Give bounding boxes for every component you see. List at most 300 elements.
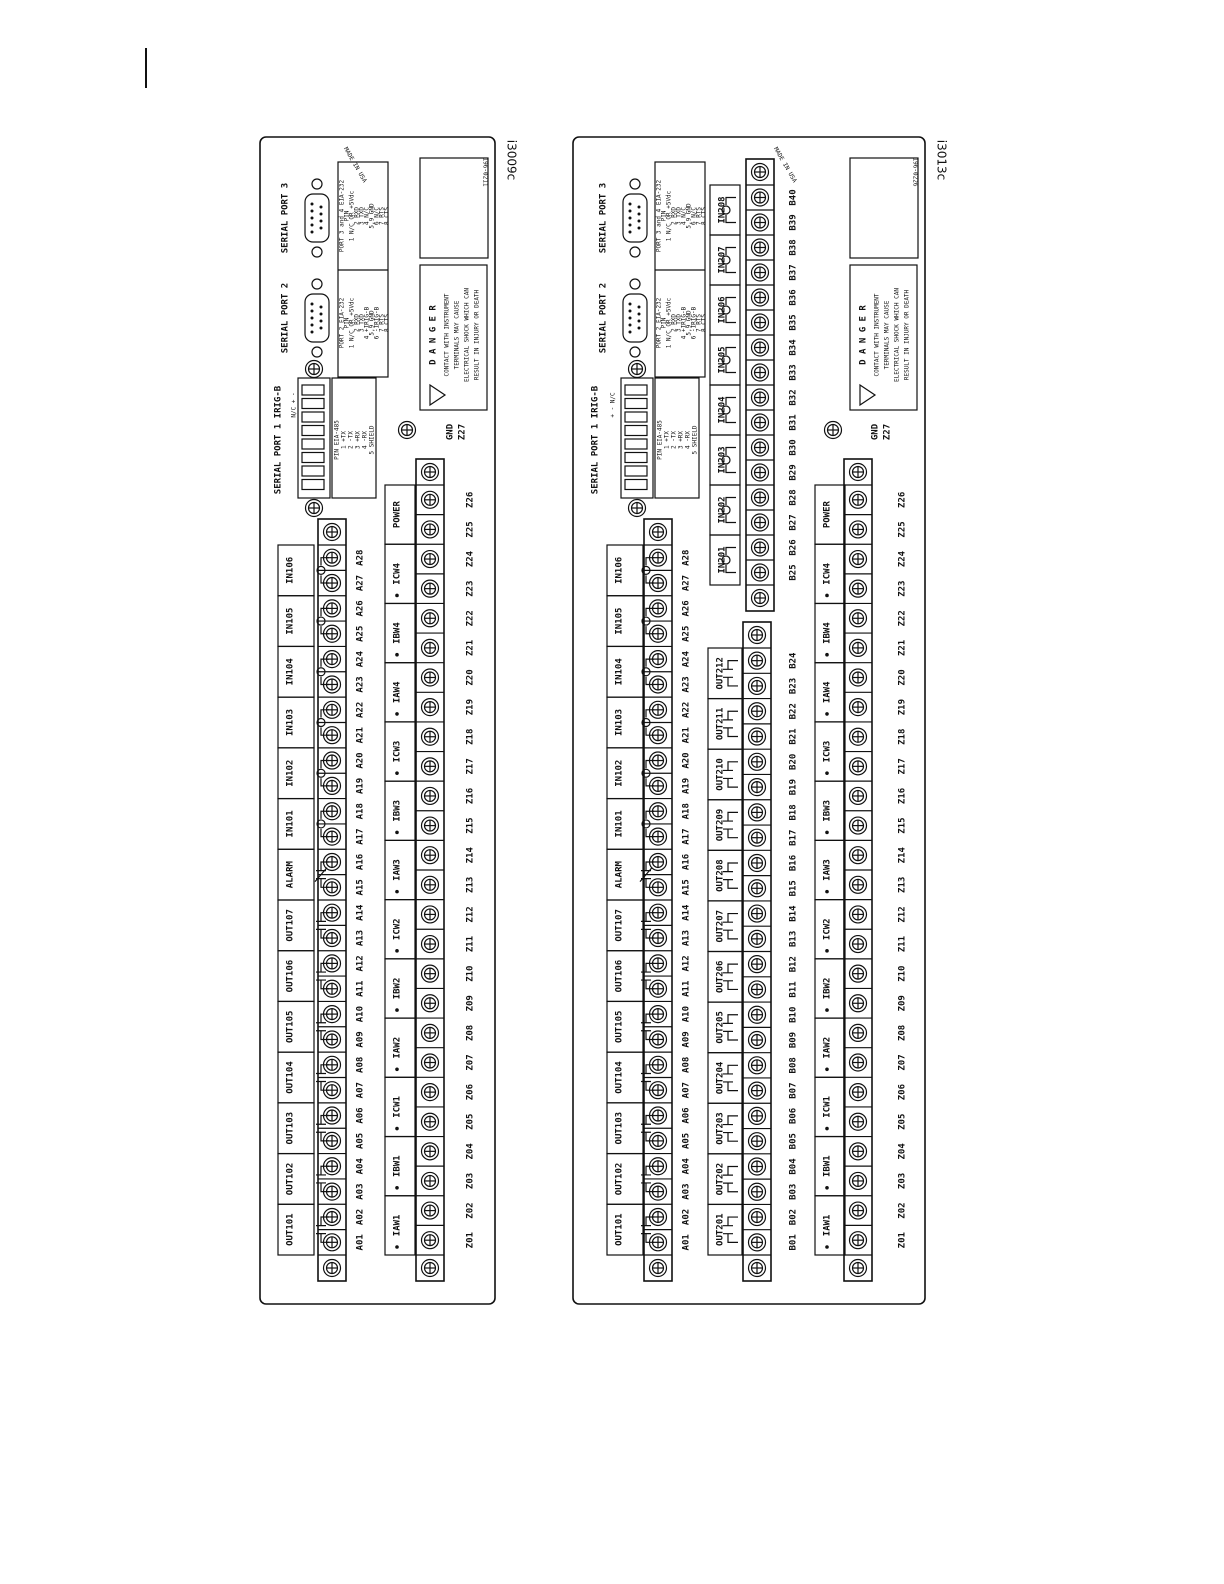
terminal-group-label: OUT212 <box>715 657 726 690</box>
pinout-text: 1 N/C OR +5Vdc <box>665 297 673 349</box>
terminal-group-label: IN206 <box>717 296 728 324</box>
polarity-dot <box>395 1245 399 1249</box>
pinout-text: 4 +IRIG-B <box>363 306 371 340</box>
rs485-text: 4 -RX <box>361 430 369 450</box>
terminal-group-label: OUT205 <box>715 1011 726 1044</box>
mounting-screw <box>749 1260 766 1277</box>
terminal-screw <box>850 580 867 597</box>
polarity-dot <box>395 1127 399 1131</box>
serial-port-2-connector <box>599 279 648 357</box>
terminal-label: A25 <box>355 625 366 642</box>
terminal-group <box>278 951 314 1002</box>
terminal-label: Z06 <box>897 1083 908 1101</box>
terminal-group <box>607 748 643 799</box>
terminal-group-label: ICW4 <box>822 563 833 585</box>
terminal-label: Z20 <box>897 669 908 686</box>
serial-port-1-label: SERIAL PORT 1 IRIG-B <box>273 385 284 495</box>
terminal-group-label: OUT207 <box>715 909 726 943</box>
serial-port-label: SERIAL PORT 2 <box>280 282 291 354</box>
terminal-label: Z02 <box>465 1202 476 1219</box>
terminal-screw <box>850 876 867 893</box>
mounting-screw <box>324 1260 341 1277</box>
terminal-label: Z15 <box>465 817 476 834</box>
terminal-screw <box>752 414 769 431</box>
terminal-group-label: IN103 <box>614 708 625 737</box>
terminal-label: Z09 <box>897 995 908 1012</box>
terminal-label: Z05 <box>465 1113 476 1130</box>
terminal-screw <box>850 936 867 953</box>
terminal-screw <box>749 1006 766 1023</box>
terminal-label: B32 <box>788 389 799 406</box>
terminal-group <box>278 1103 314 1154</box>
terminal-screw <box>422 906 439 923</box>
pinout-text: PORT 2 EIA-232 <box>338 297 346 349</box>
terminal-group-label: OUT106 <box>614 959 625 993</box>
terminal-label: A27 <box>681 574 692 592</box>
danger-text: RESULT IN INJURY OR DEATH <box>473 289 481 381</box>
input-symbol <box>726 498 736 523</box>
pinout-text: 4 +IRIG-B <box>680 306 688 340</box>
terminal-group-label: POWER <box>392 501 403 529</box>
terminal-screw <box>749 804 766 821</box>
terminal-label: Z04 <box>465 1143 476 1160</box>
terminal-label: A04 <box>681 1158 692 1175</box>
rs485-text: 1 +TX <box>340 430 348 450</box>
terminal-screw <box>422 936 439 953</box>
terminal-group-label: ALARM <box>285 861 296 889</box>
terminal-label: A09 <box>355 1031 366 1048</box>
terminal-label: Z18 <box>897 728 908 745</box>
pinout-text: 3 TXD <box>675 313 683 333</box>
terminal-label: B11 <box>788 981 799 998</box>
terminal-screw <box>752 439 769 456</box>
terminal-label: B05 <box>788 1133 799 1150</box>
terminal-screw <box>850 1054 867 1071</box>
terminal-screw <box>422 1054 439 1071</box>
terminal-group <box>607 1154 643 1205</box>
terminal-label: Z14 <box>465 847 476 864</box>
terminal-screw <box>749 930 766 947</box>
terminal-label: A17 <box>355 828 366 845</box>
terminal-group-label: OUT102 <box>614 1162 625 1196</box>
terminal-screw <box>749 1133 766 1150</box>
terminal-group-label: ICW3 <box>392 740 403 763</box>
terminal-label: B21 <box>788 728 799 745</box>
terminal-label: A10 <box>681 1005 692 1023</box>
terminal-screw <box>422 1202 439 1219</box>
terminal-label: A23 <box>355 676 366 693</box>
pinout-text: 2 RXD <box>353 206 361 226</box>
polarity-dot <box>395 1068 399 1072</box>
terminal-label: A19 <box>355 777 366 795</box>
pinout-text: 6 -IRIG-B <box>373 306 381 340</box>
terminal-label: A16 <box>355 853 366 871</box>
terminal-label: B07 <box>788 1082 799 1099</box>
pinout-text: 2 RXD <box>353 313 361 333</box>
mount-hole-icon <box>630 179 640 189</box>
warning-triangle-icon <box>860 385 875 405</box>
terminal-label: A24 <box>681 650 692 668</box>
terminal-group-label: IAW3 <box>392 859 403 881</box>
terminal-screw <box>749 1234 766 1251</box>
terminal-group <box>607 1001 643 1052</box>
terminal-label: Z07 <box>897 1054 908 1071</box>
terminal-label: B36 <box>788 289 799 306</box>
terminal-group-label: IN207 <box>717 246 728 274</box>
terminal-label: Z19 <box>465 698 476 716</box>
terminal-label: Z25 <box>465 521 476 538</box>
terminal-label: Z08 <box>897 1024 908 1042</box>
b_row_lower-terminal-strip <box>708 622 799 1281</box>
terminal-screw <box>850 639 867 656</box>
terminal-screw <box>422 728 439 745</box>
z_row-terminal-strip <box>385 459 476 1281</box>
mounting-screw <box>650 524 667 541</box>
irig-pin-label: + - N/C <box>609 392 617 418</box>
pinout-text: 3 TXD <box>675 206 683 226</box>
terminal-label: A03 <box>681 1183 692 1200</box>
terminal-label: Z12 <box>465 906 476 923</box>
terminal-label: A22 <box>681 701 692 718</box>
pinout-text: 4 N/C <box>363 206 371 226</box>
terminal-screw <box>422 1084 439 1101</box>
polarity-dot <box>825 1127 829 1131</box>
ground-screw <box>825 422 842 439</box>
terminal-screw <box>752 389 769 406</box>
pinout-text: 1 N/C OR +5Vdc <box>348 297 356 349</box>
terminal-label: Z24 <box>897 550 908 568</box>
terminal-label: Z09 <box>465 995 476 1012</box>
terminal-screw <box>752 314 769 331</box>
terminal-label: A08 <box>355 1056 366 1073</box>
terminal-label: Z23 <box>897 580 908 597</box>
gnd-terminal-label: Z27 <box>882 423 893 441</box>
polarity-dot <box>825 890 829 894</box>
terminal-group-label: IAW4 <box>392 681 403 704</box>
gnd-terminal-label: Z27 <box>457 423 468 441</box>
danger-title: D A N G E R <box>428 305 439 365</box>
db9-connector-icon <box>623 294 647 342</box>
pinout-text: 5,9 GND <box>368 310 376 336</box>
panel-i3009c <box>260 137 519 1304</box>
terminal-label: B30 <box>788 439 799 456</box>
terminal-label: Z17 <box>897 758 908 775</box>
polarity-dot <box>395 771 399 775</box>
terminal-label: Z16 <box>465 787 476 805</box>
polarity-dot <box>395 594 399 598</box>
terminal-label: A15 <box>681 879 692 896</box>
figure-label: i3013c <box>934 139 949 181</box>
polarity-dot <box>395 831 399 835</box>
terminal-label: A01 <box>681 1234 692 1251</box>
mounting-screw <box>422 464 439 481</box>
terminal-label: B40 <box>788 189 799 206</box>
part-number: 196-0226 <box>911 157 919 187</box>
terminal-label: A11 <box>355 980 366 997</box>
terminal-screw <box>850 1172 867 1189</box>
terminal-group-label: OUT104 <box>614 1061 625 1094</box>
terminal-label: A15 <box>355 879 366 896</box>
terminal-group-label: OUT208 <box>715 859 726 892</box>
terminal-label: A21 <box>681 727 692 744</box>
input-symbol <box>726 398 736 423</box>
pinout-text: 7 RTS <box>378 206 386 226</box>
terminal-label: Z01 <box>897 1232 908 1249</box>
db9-connector-icon <box>305 294 329 342</box>
pinout-text: 5,9 GND <box>685 310 693 336</box>
terminal-label: B13 <box>788 930 799 947</box>
terminal-label: A03 <box>355 1183 366 1200</box>
rs485-text: 3 +RX <box>354 430 362 450</box>
terminal-screw <box>422 965 439 982</box>
terminal-group-label: OUT105 <box>614 1010 625 1044</box>
terminal-label: B25 <box>788 564 799 581</box>
terminal-label: A24 <box>355 650 366 668</box>
gnd-label: GND <box>870 423 881 441</box>
terminal-label: B17 <box>788 829 799 846</box>
terminal-label: Z24 <box>465 550 476 568</box>
db9-connector-icon <box>305 194 329 242</box>
terminal-label: Z17 <box>465 758 476 775</box>
polarity-dot <box>395 1008 399 1012</box>
terminal-label: A11 <box>681 980 692 997</box>
terminal-label: A21 <box>355 727 366 744</box>
terminal-label: A27 <box>355 574 366 592</box>
terminal-label: B16 <box>788 854 799 872</box>
terminal-label: A10 <box>355 1005 366 1023</box>
terminal-group-label: ALARM <box>614 861 625 889</box>
terminal-label: Z05 <box>897 1113 908 1130</box>
mounting-screw <box>752 164 769 181</box>
terminal-label: A16 <box>681 853 692 871</box>
terminal-label: A20 <box>681 752 692 769</box>
terminal-screw <box>422 1232 439 1249</box>
serial-port-1-connector <box>274 361 377 517</box>
terminal-label: Z15 <box>897 817 908 834</box>
terminal-screw <box>422 580 439 597</box>
terminal-screw <box>850 1084 867 1101</box>
terminal-label: Z03 <box>897 1172 908 1190</box>
polarity-dot <box>395 653 399 657</box>
terminal-screw <box>850 491 867 508</box>
polarity-dot <box>825 712 829 716</box>
terminal-screw <box>422 1024 439 1041</box>
warning-triangle-icon <box>430 385 445 405</box>
terminal-label: Z25 <box>897 521 908 538</box>
mounting-screw <box>324 524 341 541</box>
terminal-label: B27 <box>788 514 799 531</box>
terminal-label: B14 <box>788 905 799 922</box>
terminal-label: A25 <box>681 625 692 642</box>
blank-label-box <box>850 158 918 258</box>
connector-screw <box>629 361 646 378</box>
terminal-group-label: OUT211 <box>715 707 726 741</box>
pinout-text: 1 N/C OR +5Vdc <box>348 190 356 242</box>
polarity-dot <box>825 771 829 775</box>
terminal-screw <box>749 880 766 897</box>
pinout-text: 7 RTS <box>695 313 703 333</box>
terminal-label: Z11 <box>897 935 908 953</box>
terminal-group-label: IN103 <box>285 708 296 737</box>
terminal-group-label: OUT103 <box>614 1111 625 1145</box>
polarity-dot <box>825 653 829 657</box>
terminal-label: A26 <box>355 600 366 617</box>
serial-port-3-connector <box>599 179 648 257</box>
terminal-label: Z19 <box>897 698 908 716</box>
terminal-screw <box>850 1232 867 1249</box>
mounting-screw <box>850 1260 867 1277</box>
terminal-screw <box>749 1107 766 1124</box>
terminal-label: A08 <box>681 1056 692 1073</box>
pinout-text: 4 N/C <box>680 206 688 226</box>
z_row-terminal-strip <box>815 459 908 1281</box>
polarity-dot <box>825 1068 829 1072</box>
terminal-group <box>607 1204 643 1255</box>
mount-hole-icon <box>630 279 640 289</box>
terminal-screw <box>422 1172 439 1189</box>
rs485-text: 5 SHIELD <box>691 425 699 455</box>
terminal-label: A20 <box>355 752 366 769</box>
mount-hole-icon <box>312 179 322 189</box>
pinout-text: 7 RTS <box>695 206 703 226</box>
terminal-group-label: IBW1 <box>392 1155 403 1177</box>
terminal-label: A14 <box>355 904 366 921</box>
terminal-screw <box>422 995 439 1012</box>
terminal-group <box>278 900 314 951</box>
terminal-screw <box>422 491 439 508</box>
pinout-text: 2 RXD <box>670 206 678 226</box>
terminal-label: Z16 <box>897 787 908 805</box>
terminal-screw <box>850 610 867 627</box>
terminal-label: B02 <box>788 1208 799 1226</box>
terminal-screw <box>752 214 769 231</box>
terminal-screw <box>752 489 769 506</box>
terminal-label: B28 <box>788 489 799 506</box>
terminal-label: Z13 <box>465 876 476 893</box>
terminal-label: B20 <box>788 753 799 770</box>
input-symbol <box>726 448 736 473</box>
terminal-group <box>278 1052 314 1103</box>
terminal-screw <box>850 758 867 775</box>
terminal-label: A18 <box>355 803 366 820</box>
db9-connector-icon <box>623 194 647 242</box>
terminal-group <box>278 748 314 799</box>
mount-hole-icon <box>630 347 640 357</box>
terminal-label: Z18 <box>465 728 476 745</box>
terminal-screw <box>850 1113 867 1130</box>
terminal-screw <box>422 669 439 686</box>
terminal-group-label: OUT101 <box>614 1213 625 1246</box>
serial-port-3-connector <box>281 179 330 257</box>
terminal-screw <box>422 521 439 538</box>
terminal-group-label: IN202 <box>717 496 728 524</box>
terminal-group-label: IAW4 <box>822 681 833 704</box>
pinout-text: PORT 2 EIA-232 <box>655 297 663 349</box>
terminal-group <box>278 1154 314 1205</box>
rs485-text: 3 +RX <box>677 430 685 450</box>
terminal-screw <box>850 965 867 982</box>
pinout-text: PIN <box>660 210 668 222</box>
terminal-label: Z01 <box>465 1232 476 1249</box>
terminal-screw <box>749 1183 766 1200</box>
terminal-label: B09 <box>788 1031 799 1049</box>
polarity-dot <box>825 949 829 953</box>
terminal-group-label: OUT201 <box>715 1213 726 1246</box>
terminal-label: Z11 <box>465 935 476 953</box>
danger-text: TERMINALS MAY CAUSE <box>883 300 891 370</box>
pinout-tables <box>655 162 708 377</box>
terminal-group <box>607 799 643 850</box>
terminal-screw <box>749 703 766 720</box>
terminal-label: B08 <box>788 1057 799 1074</box>
mount-hole-icon <box>312 247 322 257</box>
terminal-label: Z08 <box>465 1024 476 1042</box>
terminal-group-label: IBW1 <box>822 1155 833 1177</box>
terminal-label: B34 <box>788 339 799 356</box>
terminal-screw <box>749 1032 766 1049</box>
irig-pin-label: N/C + - <box>290 392 298 418</box>
terminal-group-label: IN106 <box>285 556 296 584</box>
terminal-group-label: IN104 <box>614 658 625 686</box>
made-in-usa-mark: MADE IN USA <box>342 146 368 184</box>
pinout-text: 6 -IRIG-B <box>690 306 698 340</box>
terminal-group-label: OUT104 <box>285 1061 296 1094</box>
terminal-label: Z26 <box>897 491 908 508</box>
terminal-group <box>607 849 643 900</box>
terminal-group-label: IBW3 <box>392 799 403 822</box>
polarity-dot <box>395 712 399 716</box>
pinout-text: 5,9 GND <box>685 203 693 229</box>
terminal-label: A07 <box>681 1082 692 1099</box>
terminal-label: Z07 <box>465 1054 476 1071</box>
danger-text: RESULT IN INJURY OR DEATH <box>903 289 911 381</box>
pinout-text: PORT 3 and 4 EIA-232 <box>655 179 663 253</box>
terminal-screw <box>749 905 766 922</box>
danger-text: ELECTRICAL SHOCK WHICH CAN <box>893 288 901 382</box>
terminal-label: A09 <box>681 1031 692 1048</box>
pinout-text: 3 TXD <box>358 313 366 333</box>
terminal-group <box>278 697 314 748</box>
input-symbol <box>726 548 736 573</box>
terminal-label: Z03 <box>465 1172 476 1190</box>
figure-label: i3009c <box>504 139 519 181</box>
terminal-label: B31 <box>788 414 799 431</box>
pinout-text: 8 CTS <box>383 313 391 333</box>
terminal-label: A22 <box>355 701 366 718</box>
terminal-group-label: OUT209 <box>715 808 726 842</box>
terminal-label: A23 <box>681 676 692 693</box>
terminal-group <box>607 697 643 748</box>
pinout-text: 3 TXD <box>358 206 366 226</box>
terminal-label: Z23 <box>465 580 476 597</box>
terminal-screw <box>749 1082 766 1099</box>
polarity-dot <box>395 890 399 894</box>
terminal-screw <box>422 1113 439 1130</box>
terminal-label: A18 <box>681 803 692 820</box>
terminal-screw <box>850 1024 867 1041</box>
terminal-screw <box>422 610 439 627</box>
terminal-screw <box>749 677 766 694</box>
mounting-screw <box>422 1260 439 1277</box>
input-symbol <box>726 248 736 273</box>
terminal-label: B24 <box>788 652 799 669</box>
terminal-label: B06 <box>788 1107 799 1125</box>
terminal-screw <box>749 779 766 796</box>
terminal-group-label: IBW4 <box>392 622 403 644</box>
terminal-label: A02 <box>681 1208 692 1226</box>
terminal-label: B04 <box>788 1158 799 1175</box>
b_row_upper-terminal-strip <box>710 159 799 611</box>
